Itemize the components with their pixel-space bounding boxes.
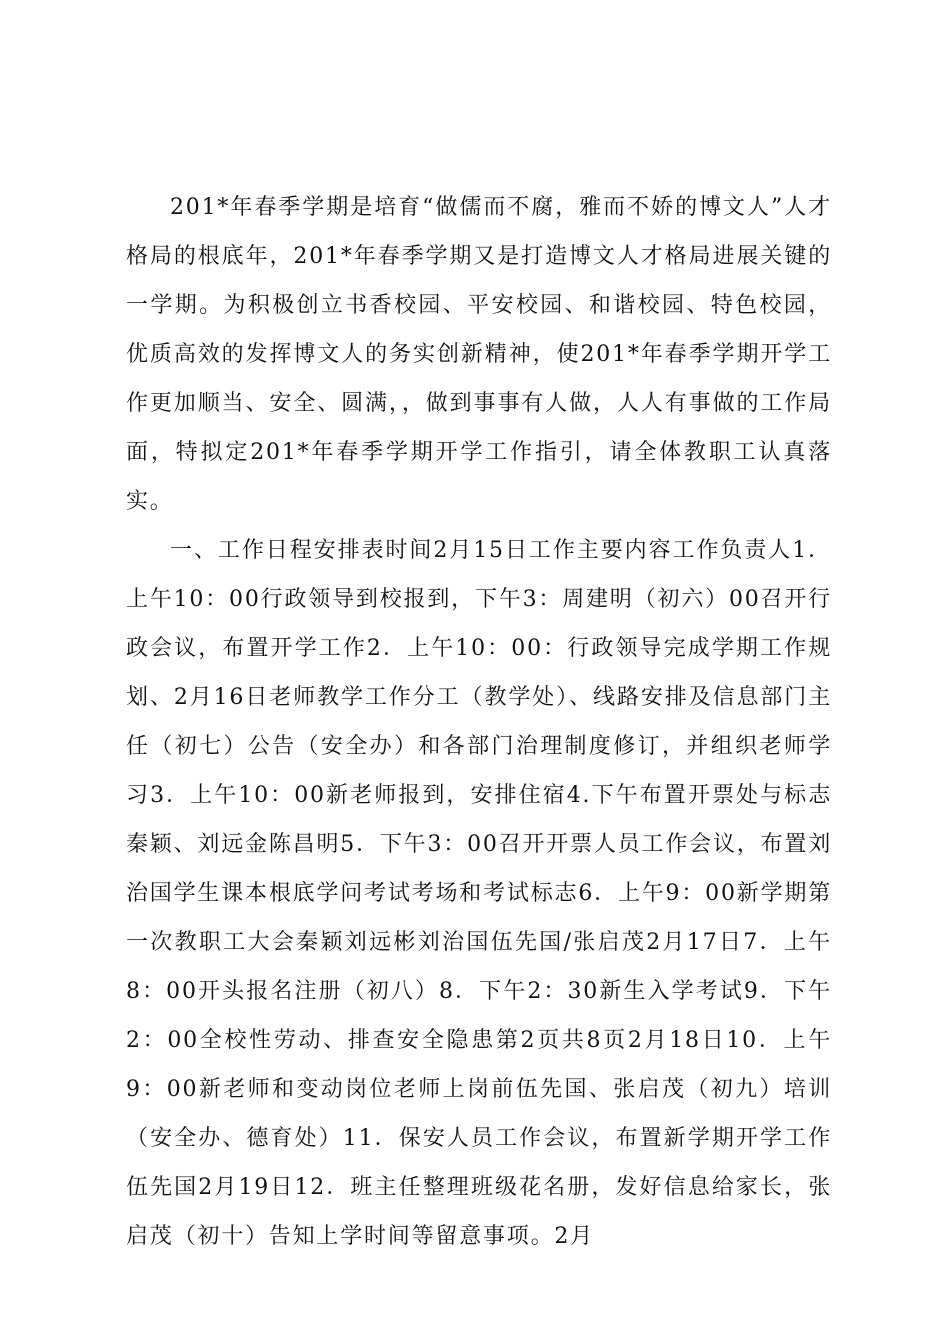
document-body: [126, 183, 832, 1261]
paragraph-schedule: 一、工作日程安排表时间2月15日工作主要内容工作负责人1．上午10：00行政领导到校报到，下午3：周建明（初六）00召开行政会议，布置开学工作2．上午10：00：行政领导完成学期工作规划、2月16日老师教学工作分工（教学处）、线路安排及信息部门主任（初七）公告（安全办）和各部门治理制度修订，并组织老师学习3．上午10：00新老师报到，安排住宿4.下午布置开票处与标志秦颖、刘远金陈昌明5．下午3：00召开开票人员工作会议，布置刘治国学生课本根底学问考试考场和考试标志6．上午9：00新学期第一次教职工大会秦颖刘远彬刘治国伍先国/张启茂2月17日7．上午8：00开头报名注册（初八）8．下午2：30新生入学考试9．下午2：00全校性劳动、排查安全隐患第2页共8页2月18日10．上午9：00新老师和变动岗位老师上岗前伍先国、张启茂（初九）培训（安全办、德育处）11．保安人员工作会议，布置新学期开学工作伍先国2月19日12．班主任整理班级花名册，发好信息给家长，张启茂（初十）告知上学时间等留意事项。2月: [126, 538, 832, 1249]
paragraph-intro: 201*年春季学期是培育“做儒而不腐，雅而不娇的博文人”人才格局的根底年，201*年春季学期又是打造博文人才格局进展关键的一学期。为积极创立书香校园、平安校园、和谐校园、特色校园，优质高效的发挥博文人的务实创新精神，使201*年春季学期开学工作更加顺当、安全、圆满，，做到事事有人做，人人有事做的工作局面，特拟定201*年春季学期开学工作指引，请全体教职工认真落实。: [126, 195, 832, 514]
